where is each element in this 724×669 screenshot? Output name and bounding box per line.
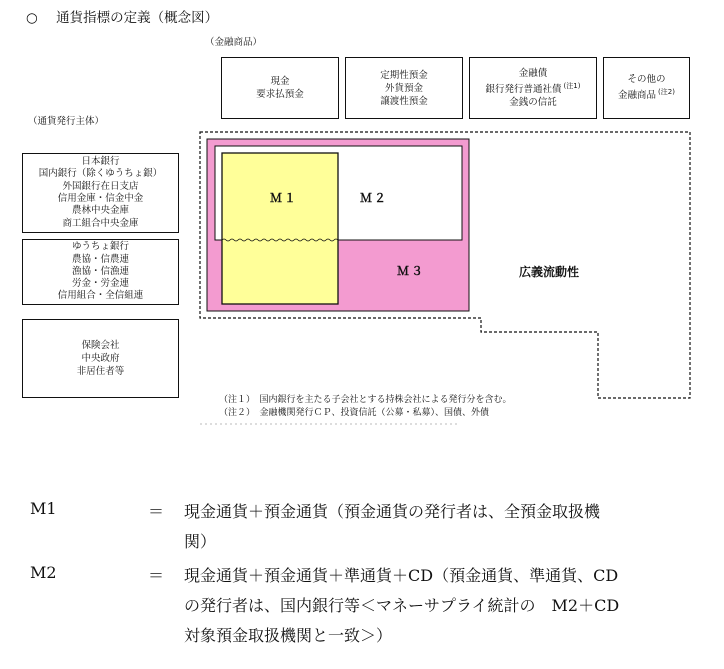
title-text: 通貨指標の定義（概念図） — [56, 10, 219, 26]
definition-m1-equals: ＝ — [148, 502, 165, 521]
m3-label: Ｍ３ — [397, 264, 426, 278]
issuer-box-cooperatives: ゆうちょ銀行 農協・信農連 漁協・信漁連 労金・労金連 信用組合・全信組連 — [22, 239, 179, 305]
definition-m2-line-1: 現金通貨＋預金通貨＋準通貨＋CD（預金通貨、準通貨、CD — [184, 566, 619, 585]
products-label: （金融商品） — [205, 37, 263, 48]
title-circle-mark: ○ — [26, 10, 38, 26]
note-ref-2: (注2) — [658, 88, 675, 97]
note-1: （注１） 国内銀行を主たる子会社とする持株会社による発行分を含む。 — [219, 395, 512, 405]
issuer-box-banks: 日本銀行 国内銀行（除くゆうちょ銀） 外国銀行在日支店 信用金庫・信金中金 農林中央金庫 商工組合中央金庫 — [22, 153, 179, 233]
definition-m1-term: M1 — [30, 499, 57, 518]
note-ref-1: (注1) — [563, 81, 581, 90]
product-box-other: その他の 金融商品 $^{(注2)}$ — [603, 57, 690, 119]
broad-liquidity-label: 広義流動性 — [519, 265, 580, 279]
product-box-cash: 現金 要求払預金 — [221, 57, 339, 119]
definition-m2-line-2: の発行者は、国内銀行等＜マネーサプライ統計の M2＋CD — [184, 596, 620, 615]
m2-label: Ｍ２ — [360, 191, 389, 205]
issuer-box-others: 保険会社 中央政府 非居住者等 — [22, 319, 179, 398]
m1-label: Ｍ１ — [270, 191, 299, 205]
note-2: （注２） 金融機関発行ＣＰ、投資信託（公募・私募）、国債、外債 — [219, 408, 490, 418]
definition-m2-term: M2 — [30, 563, 57, 582]
m1-region — [222, 153, 338, 304]
definition-m1-line-2: 関） — [184, 532, 217, 551]
product-box-bonds: 金融債 銀行発行普通社債 $^{(注1)}$ 金銭の信託 — [469, 57, 597, 119]
definition-m2-line-3: 対象預金取扱機関と一致＞） — [184, 626, 393, 645]
product-box-time-deposits: 定期性預金 外貨預金 譲渡性預金 — [345, 57, 463, 119]
definition-m1-line-1: 現金通貨＋預金通貨（預金通貨の発行者は、全預金取扱機 — [184, 502, 601, 521]
definition-m2-equals: ＝ — [148, 566, 165, 585]
issuers-label: （通貨発行主体） — [28, 116, 105, 127]
